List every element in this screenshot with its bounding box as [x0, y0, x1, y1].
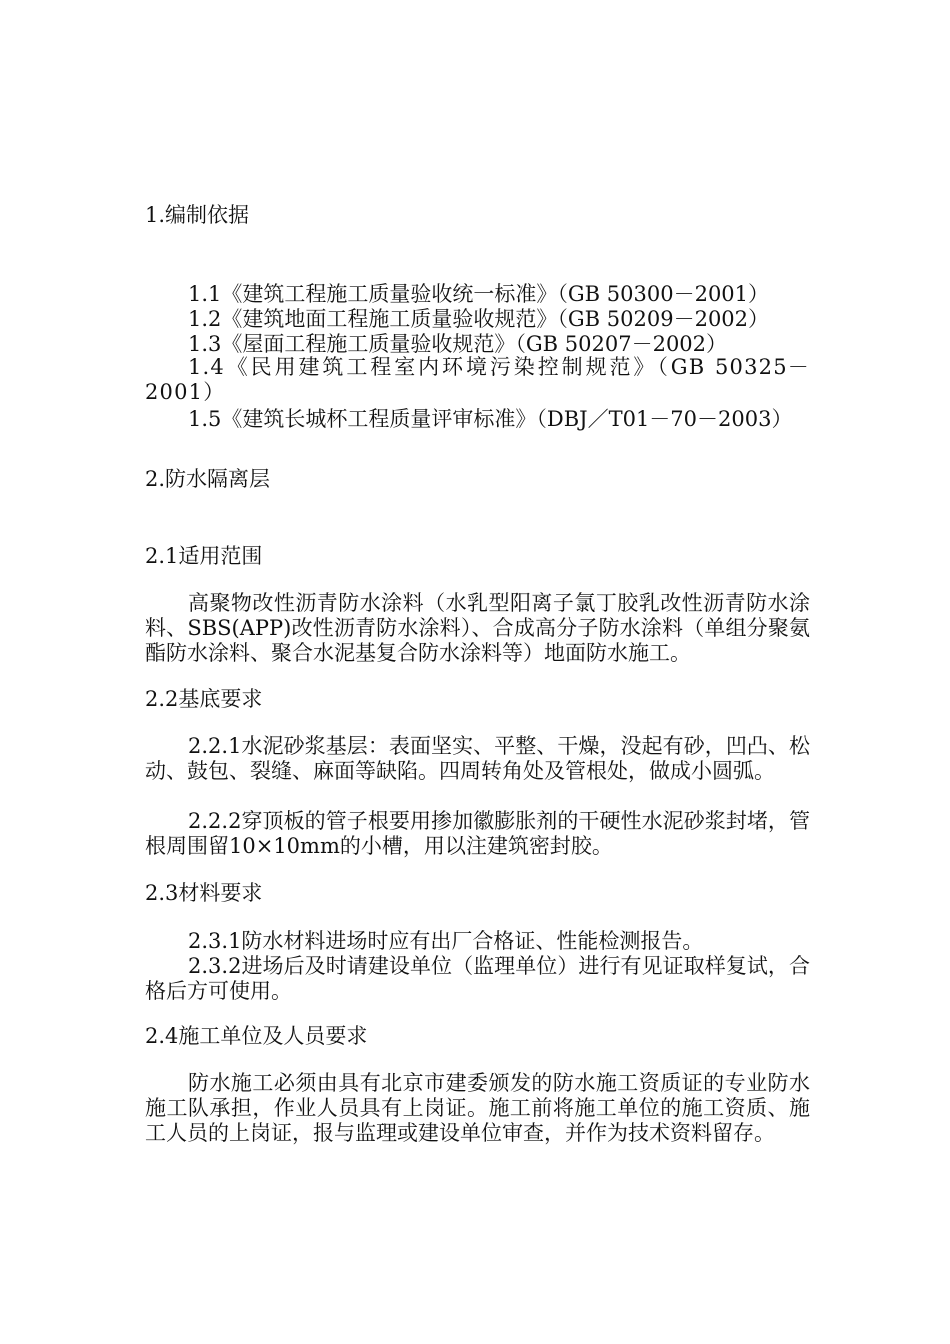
personnel-requirement-paragraph: 防水施工必须由具有北京市建委颁发的防水施工资质证的专业防水施工队承担，作业人员具有上岗证。施工前将施工单位的施工资质、施工人员的上岗证，报与监理或建设单位审查，并作为技术资料留存。 — [145, 1071, 810, 1145]
base-requirement-item: 2.2.2穿顶板的管子根要用掺加徽膨胀剂的干硬性水泥砂浆封堵，管根周围留10×10mm的小槽，用以注建筑密封胶。 — [145, 809, 810, 858]
reference-item: 1.4《民用建筑工程室内环境污染控制规范》（GB 50325－2001） — [145, 355, 810, 404]
reference-item: 1.2《建筑地面工程施工质量验收规范》（GB 50209－2002） — [188, 307, 770, 331]
section-2-heading: 2.防水隔离层 — [145, 467, 271, 491]
reference-item: 1.3《屋面工程施工质量验收规范》（GB 50207－2002） — [188, 332, 728, 356]
reference-item: 1.1《建筑工程施工质量验收统一标准》（GB 50300－2001） — [188, 282, 770, 306]
base-requirement-item: 2.2.1水泥砂浆基层：表面坚实、平整、干燥，没起有砂，凹凸、松动、鼓包、裂缝、麻面等缺陷。四周转角处及管根处，做成小圆弧。 — [145, 734, 810, 783]
subsection-2-2-heading: 2.2基底要求 — [145, 687, 263, 711]
subsection-2-4-heading: 2.4施工单位及人员要求 — [145, 1024, 368, 1048]
subsection-2-1-heading: 2.1适用范围 — [145, 544, 263, 568]
section-1-heading: 1.编制依据 — [145, 203, 250, 227]
material-requirement-item: 2.3.2进场后及时请建设单位（监理单位）进行有见证取样复试，合格后方可使用。 — [145, 954, 810, 1003]
subsection-2-3-heading: 2.3材料要求 — [145, 881, 263, 905]
reference-item: 1.5《建筑长城杯工程质量评审标准》（DBJ／T01－70－2003） — [188, 407, 793, 431]
material-requirement-item: 2.3.1防水材料进场时应有出厂合格证、性能检测报告。 — [188, 929, 704, 953]
scope-paragraph: 高聚物改性沥青防水涂料（水乳型阳离子氯丁胶乳改性沥青防水涂料、SBS(APP)改性沥青防水涂料）、合成高分子防水涂料（单组分聚氨酯防水涂料、聚合水泥基复合防水涂料等）地面防水施工。 — [145, 591, 810, 665]
